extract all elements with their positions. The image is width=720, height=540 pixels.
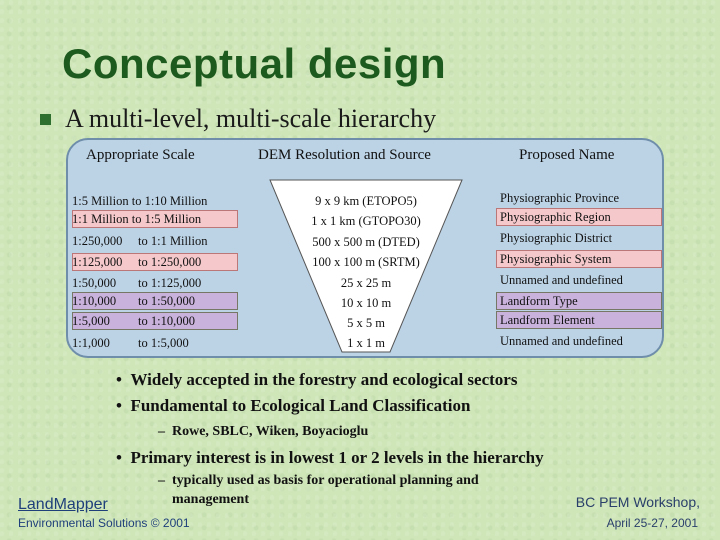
point-2: • Fundamental to Ecological Land Classification [116,396,471,415]
name-row: Landform Type [496,292,662,310]
point-2-sub-text: Rowe, SBLC, Wiken, Boyacioglu [172,424,369,439]
slide-title: Conceptual design [62,40,447,87]
name-row: Physiographic Region [496,208,662,226]
dem-row: 25 x 25 m [340,276,392,290]
scale-from: 1:1,000 [72,336,110,350]
scale-from: 1:125,000 [72,255,123,269]
dem-row: 1 x 1 km (GTOPO30) [311,214,421,228]
point-3-sub-cont: management [172,492,249,507]
scale-row [72,253,238,271]
dem-row: 10 x 10 m [340,296,392,310]
org-copyright: Environmental Solutions © 2001 [18,516,190,530]
dem-row: 9 x 9 km (ETOPO5) [315,194,417,208]
scale-range: 1:1 Million to 1:5 Million [72,212,202,226]
name-row: Physiographic District [500,231,613,245]
point-3-text: Primary interest is in lowest 1 or 2 levels in the hierarchy [130,448,544,467]
event-date: April 25-27, 2001 [606,516,698,530]
point-2-text: Fundamental to Ecological Land Classification [130,396,471,415]
point-3-sub: – typically used as basis for operational planning and [158,473,479,488]
scale-to: to 1:5,000 [138,336,189,350]
scale-row [72,210,238,228]
scale-row [72,334,238,352]
dem-row: 5 x 5 m [347,316,385,330]
header-name: Proposed Name [519,147,615,163]
header-dem: DEM Resolution and Source [258,147,431,163]
point-2-sub: – Rowe, SBLC, Wiken, Boyacioglu [158,424,369,439]
name-row: Physiographic System [496,250,662,268]
scale-from: 1:250,000 [72,234,123,248]
scale-row [72,312,238,330]
name-row: Unnamed and undefined [500,273,623,287]
scale-from: 1:50,000 [72,276,117,290]
dem-row: 500 x 500 m (DTED) [312,235,420,249]
scale-row [72,232,238,250]
brand-logo: LandMapper [18,496,108,513]
dem-row: 100 x 100 m (SRTM) [312,255,420,269]
point-3-sub-text: typically used as basis for operational planning and [172,473,479,488]
scale-row [72,274,238,292]
scale-to: to 1:50,000 [138,294,195,308]
name-row: Physiographic Province [500,191,620,205]
scale-to: to 1:1 Million [138,234,208,248]
scale-from: 1:10,000 [72,294,117,308]
scale-to: to 1:10,000 [138,314,195,328]
name-row: Landform Element [496,311,662,329]
scale-row [72,192,238,210]
point-3: • Primary interest is in lowest 1 or 2 levels in the hierarchy [116,448,544,467]
scale-from: 1:5,000 [72,314,110,328]
scale-range: 1:5 Million to 1:10 Million [72,194,208,208]
subtitle-text: A multi-level, multi-scale hierarchy [65,104,437,133]
scale-to: to 1:250,000 [138,255,202,269]
dem-row: 1 x 1 m [347,336,385,350]
name-row: Unnamed and undefined [500,334,623,348]
point-1: • Widely accepted in the forestry and ecological sectors [116,370,518,389]
scale-row [72,292,238,310]
event-name: BC PEM Workshop, [575,494,700,510]
point-1-text: Widely accepted in the forestry and ecological sectors [130,370,518,389]
scale-to: to 1:125,000 [138,276,202,290]
header-scale: Appropriate Scale [86,147,195,163]
